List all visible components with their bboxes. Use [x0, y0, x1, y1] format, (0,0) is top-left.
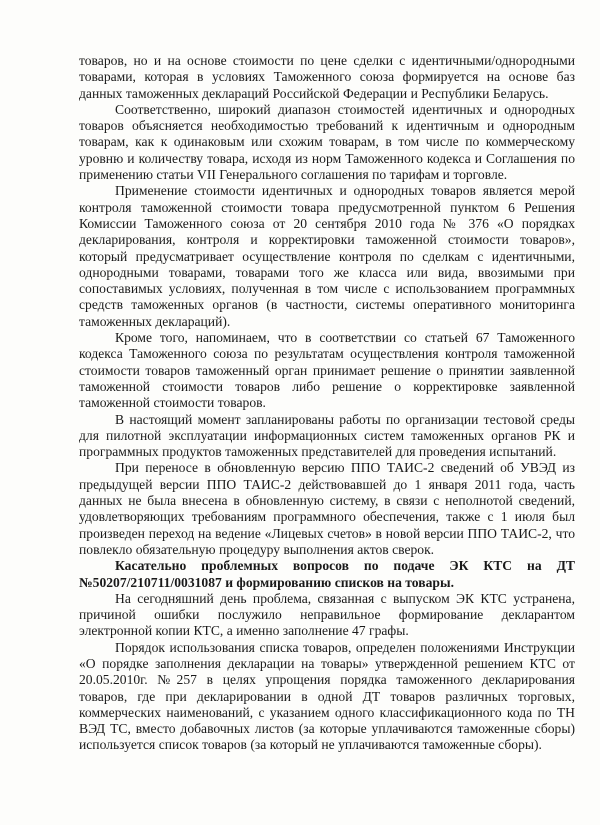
paragraph-tais2-migration: При переносе в обновленную версию ППО ТАИС-2 сведений об УВЭД из предыдущей версии ППО ТАИС-2 действовавшей до 1 января 2011 года, часть данных не была внесена в обновленную систему, в связи с неполнотой сведений, удовлетворяющих требованиям программного обеспечения, также с 1 июля был произведен переход на ведение «Лицевых счетов» в новой версии ППО ТАИС-2, что повлекло обязательную процедуру выполнения актов сверок. — [79, 460, 575, 557]
paragraph-test-environment: В настоящий момент запланированы работы по организации тестовой среды для пилотной эксплуатации информационных систем таможенных органов РК и программных продуктов таможенных представителей для проведения испытаний. — [79, 411, 575, 460]
paragraph-continuation: товаров, но и на основе стоимости по цене сделки с идентичными/однородными товарами, которая в условиях Таможенного союза формируется на основе баз данных таможенных деклараций Российской Федерации и Республики Беларусь. — [79, 53, 575, 101]
paragraph-control-measure: Применение стоимости идентичных и однородных товаров является мерой контроля таможенной стоимости товара предусмотренной пунктом 6 Решения Комиссии Таможенного союза от 20 сентября 2010 года № 376 «О порядках декларирования, контроля и корректировки таможенной стоимости товаров», который предусматривает осуществление контроля по сделкам с идентичными, однородными товарами, товарами того же класса или вида, ввозимыми при сопоставимых условиях, полученная в том числе с использованием программных средств таможенных органов (в частности, системы оперативного мониторинга таможенных деклараций). — [79, 183, 575, 329]
document-body — [79, 53, 575, 754]
paragraph-goods-list: Порядок использования списка товаров, определен положениями Инструкции «О порядке заполнения декларации на товары» утвержденной решением КТС от 20.05.2010г. №257 в целях упрощения порядка таможенного декларирования товаров, где при декларировании в одной ДТ товаров различных торговых, коммерческих наименований, с указанием одного классификационного кода по ТН ВЭД ТС, вместо добавочных листов (за которые уплачиваются таможенные сборы) используется список товаров (за который не уплачиваются таможенные сборы). — [79, 639, 575, 753]
paragraph-issue-resolved: На сегодняшний день проблема, связанная с выпуском ЭК КТС устранена, причиной ошибки послужило неправильное формирование декларантом электронной копии КТС, а именно заполнение 47 графы. — [79, 590, 575, 639]
paragraph-price-range: Соответственно, широкий диапазон стоимостей идентичных и однородных товаров объясняется необходимостью требований к идентичным и однородным товарам, как к одинаковым или схожим товарам, в том числе по коммерческому уровню и количеству товара, исходя из норм Таможенного кодекса и Соглашения по применению статьи VII Генерального соглашения по тарифам и торговле. — [79, 101, 575, 183]
section-heading: Касательно проблемных вопросов по подаче ЭК КТС на ДТ №50207/210711/0031087 и формированию списков на товары. — [79, 558, 575, 590]
paragraph-article-67: Кроме того, напоминаем, что в соответствии со статьей 67 Таможенного кодекса Таможенного союза по результатам осуществления контроля таможенной стоимости товаров таможенный орган принимает решение о принятии заявленной таможенной стоимости товаров либо решение о корректировке заявленной таможенной стоимости товаров. — [79, 330, 575, 411]
